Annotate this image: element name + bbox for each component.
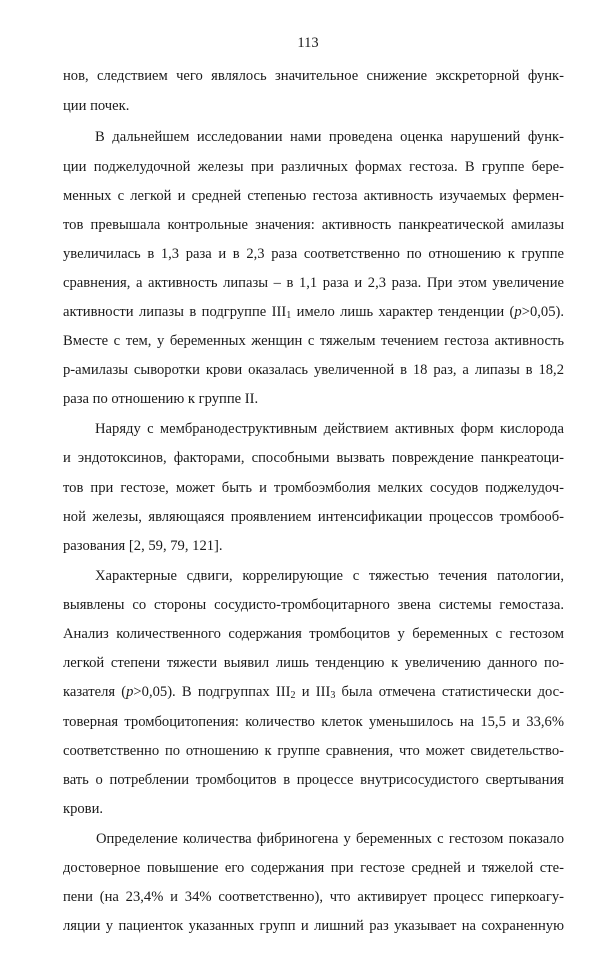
text-segment: и III	[295, 684, 331, 700]
text-segment: была отмечена статистически дос-	[335, 684, 564, 700]
text-segment: Характерные сдвиги, коррелирующие с тяжестью течения патологии,	[95, 568, 564, 584]
text-segment: В дальнейшем исследовании нами проведена оценка нарушений функ-	[95, 129, 564, 145]
text-line	[63, 96, 564, 116]
text-segment: ной железы, являющаяся проявлением интенсификации процессов тромбооб-	[63, 509, 564, 525]
text-segment: раза по отношению к группе II.	[63, 391, 259, 407]
text-line	[63, 244, 564, 264]
page-number: 113	[297, 35, 319, 51]
text-segment: крови.	[63, 801, 104, 817]
italic-symbol: p	[514, 304, 522, 320]
text-segment: казателя (	[63, 684, 127, 700]
text-line	[63, 887, 564, 907]
subscript-index: 3	[330, 690, 336, 701]
text-segment: менных с легкой и средней степенью гестоза активность изучаемых фермен-	[63, 188, 564, 204]
text-line	[63, 360, 564, 380]
text-line	[63, 273, 564, 293]
italic-symbol: p	[126, 684, 134, 700]
text-line	[63, 858, 564, 878]
text-line	[63, 389, 564, 409]
text-segment: активности липазы в подгруппе III	[63, 304, 287, 320]
text-line	[63, 186, 564, 206]
text-segment: пени (на 23,4% и 34% соответственно), что активирует процесс гиперкоагу-	[63, 889, 564, 905]
text-segment: >0,05). В подгруппах III	[133, 684, 291, 700]
text-segment: разования [2, 59, 79, 121].	[63, 538, 223, 554]
text-segment: и эндотоксинов, факторами, способными вызвать повреждение панкреатоци-	[63, 450, 564, 466]
text-line	[96, 829, 564, 849]
text-line	[63, 799, 564, 819]
text-line	[63, 215, 564, 235]
text-segment: достоверное повышение его содержания при гестозе средней и тяжелой сте-	[63, 860, 564, 876]
subscript-index: 1	[286, 310, 292, 321]
text-segment: тов при гестозе, может быть и тромбоэмболия мелких сосудов поджелудоч-	[63, 480, 564, 496]
text-line	[63, 478, 564, 498]
text-segment: имело лишь характер тенденции (	[291, 304, 515, 320]
text-segment: Наряду с мембранодеструктивным действием активных форм кислорода	[95, 421, 564, 437]
text-segment: вать о потреблении тромбоцитов в процессе внутрисосудистого свертывания	[63, 772, 564, 788]
text-segment: р-амилазы сыворотки крови оказалась увеличенной в 18 раз, а липазы в 18,2	[63, 362, 564, 378]
text-segment: >0,05).	[521, 304, 564, 320]
text-line	[63, 448, 564, 468]
text-segment: ляции у пациенток указанных групп и лишний раз указывает на сохраненную	[63, 918, 564, 934]
text-segment: ции поджелудочной железы при различных формах гестоза. В группе бере-	[63, 159, 564, 175]
text-line	[95, 127, 564, 147]
text-segment: Вместе с тем, у беременных женщин с тяжелым течением гестоза активность	[63, 333, 564, 349]
text-line	[95, 566, 564, 586]
text-line	[63, 507, 564, 527]
text-segment: сравнения, а активность липазы – в 1,1 раза и 2,3 раза. При этом увеличение	[63, 275, 564, 291]
text-line	[63, 712, 564, 732]
text-segment: легкой степени тяжести выявил лишь тенденцию к увеличению данного по-	[63, 655, 564, 671]
text-segment: тов превышала контрольные значения: активность панкреатической амилазы	[63, 217, 564, 233]
text-segment: ции почек.	[63, 98, 130, 114]
text-line	[63, 302, 564, 322]
text-segment: Анализ количественного содержания тромбоцитов у беременных с гестозом	[63, 626, 564, 642]
text-segment: соответственно по отношению к группе сравнения, что может свидетельство-	[63, 743, 564, 759]
text-line	[63, 331, 564, 351]
text-line	[95, 419, 564, 439]
text-line	[63, 595, 564, 615]
text-line	[63, 653, 564, 673]
text-segment: нов, следствием чего являлось значительное снижение экскреторной функ-	[63, 68, 564, 84]
subscript-index: 2	[290, 690, 296, 701]
text-line	[63, 770, 564, 790]
text-line	[63, 916, 564, 936]
text-segment: выявлены со стороны сосудисто-тромбоцитарного звена системы гемостаза.	[63, 597, 564, 613]
text-line	[63, 536, 564, 556]
text-line	[63, 157, 564, 177]
text-segment: товерная тромбоцитопения: количество клеток уменьшилось на 15,5 и 33,6%	[63, 714, 564, 730]
text-line	[63, 741, 564, 761]
text-line	[63, 66, 564, 86]
text-segment: Определение количества фибриногена у беременных с гестозом показало	[96, 831, 564, 847]
text-line	[63, 682, 564, 702]
text-line	[63, 624, 564, 644]
text-segment: увеличилась в 1,3 раза и в 2,3 раза соответственно по отношению к группе	[63, 246, 564, 262]
